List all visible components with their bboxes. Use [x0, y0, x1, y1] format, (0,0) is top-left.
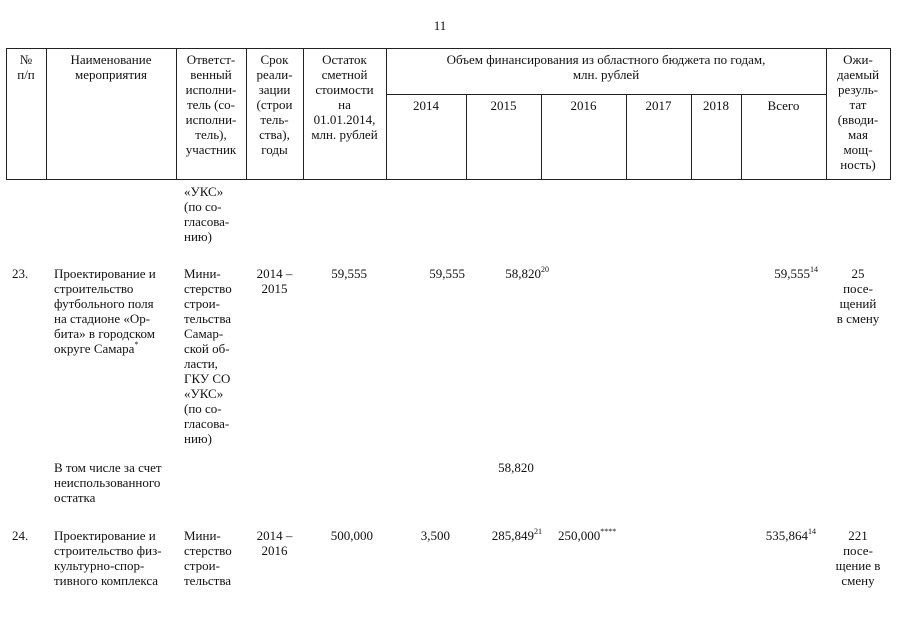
row-responsible: Мини- стерство строи- тельства [184, 528, 232, 588]
header-year-2016: 2016 [570, 98, 597, 113]
header-name: Наименование мероприятия [70, 52, 152, 82]
continuation-responsible: «УКС» (по со- гласова- нию) [184, 184, 230, 244]
row-name: Проектирование и строительство футбольного поля на стадионе «Ор- бита» в городском округе Самара* [54, 266, 156, 356]
header-year-2018: 2018 [703, 98, 729, 113]
row-responsible: Мини- стерство строи- тельства Самар- ской об- ласти, ГКУ СО «УКС» (по со- гласова- нию) [184, 266, 232, 446]
row-name: Проектирование и строительство физ- культурно-спор- тивного комплекса [54, 528, 162, 588]
header-remaining-cost: Остаток сметной стоимости на 01.01.2014, млн. рублей [311, 52, 378, 142]
row-term: 2014 – 2016 [256, 528, 293, 558]
row-sub-2015: 58,820 [498, 460, 534, 475]
header-year-2015: 2015 [490, 98, 517, 113]
row-2015: 58,820$^{20}$ [505, 264, 549, 281]
header-year-2017: 2017 [645, 98, 672, 113]
header-year-2014: 2014 [413, 98, 439, 113]
header-financing: Объем финансирования из областного бюджета по годам, млн. рублей [446, 52, 766, 82]
page-number: 11 [433, 18, 447, 33]
header-responsible: Ответст- венный исполни- тель (со- исполни- тель), участник [185, 52, 237, 157]
row-total: 59,555$^{14}$ [774, 264, 818, 281]
row-expected-result: 25 посе- щений в смену [836, 266, 880, 326]
header-expected-result: Ожи- даемый резуль- тат (вводи- мая мощ- ность) [836, 52, 880, 172]
row-2014: 59,555 [429, 266, 465, 281]
row-remaining-cost: 59,555 [331, 266, 367, 281]
header-num: № п/п [17, 52, 35, 82]
row-total: 535,864$^{14}$ [765, 526, 816, 543]
header-term: Срок реали- зации (строи тель- ства), годы [256, 52, 293, 157]
row-remaining-cost: 500,000 [330, 528, 373, 543]
row-num: 23. [12, 266, 29, 281]
row-sub-name: В том числе за счет неиспользованного остатка [54, 460, 162, 505]
row-2015: 285,849$^{21}$ [491, 526, 542, 543]
row-2016: 250,000**** [558, 526, 617, 543]
row-term: 2014 – 2015 [256, 266, 293, 296]
header-total: Всего [767, 98, 800, 113]
row-2014: 3,500 [420, 528, 450, 543]
row-expected-result: 221 посе- щение в смену [835, 528, 881, 588]
row-num: 24. [12, 528, 29, 543]
